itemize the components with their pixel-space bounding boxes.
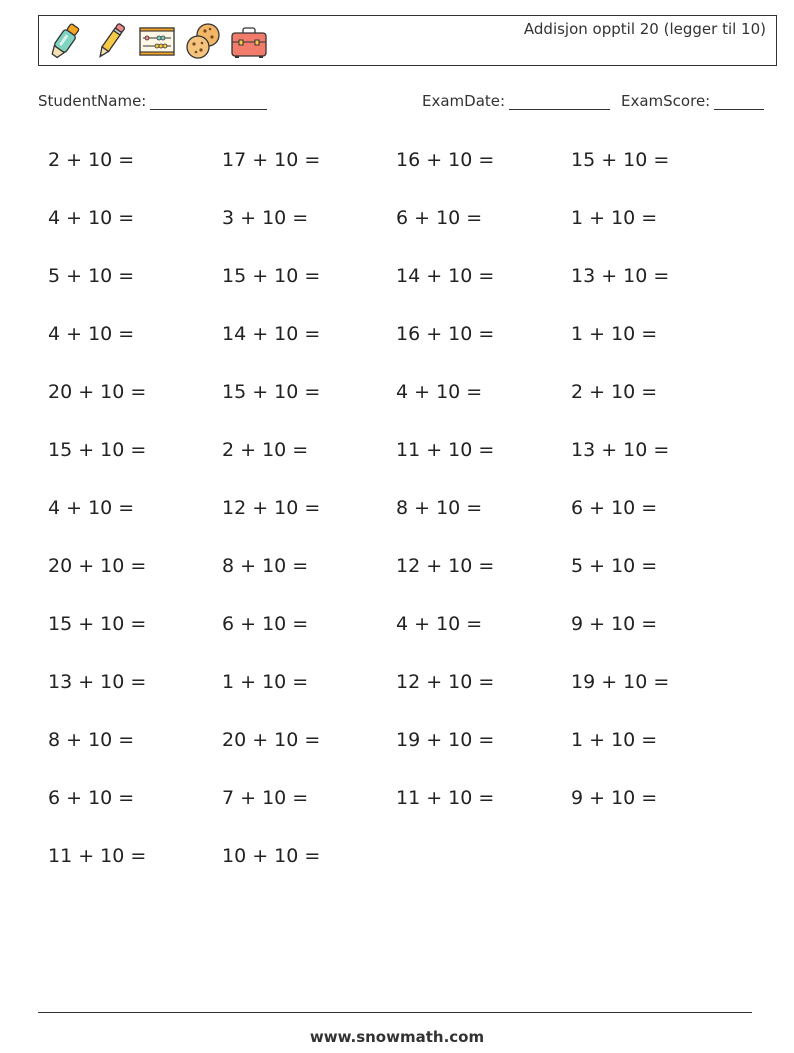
exam-date-field [422,92,610,110]
problem: 7 + 10 = [222,787,309,809]
cookies-icon [183,19,223,63]
problem: 4 + 10 = [48,207,135,229]
problem: 12 + 10 = [396,555,495,577]
pencil-icon [91,19,131,63]
problem: 4 + 10 = [396,381,483,403]
problem: 9 + 10 = [571,787,658,809]
problem: 2 + 10 = [222,439,309,461]
problem: 13 + 10 = [571,439,670,461]
student-name-field [38,92,267,110]
problem: 15 + 10 = [48,439,147,461]
worksheet-title: Addisjon opptil 20 (legger til 10) [523,20,766,38]
problem: 11 + 10 = [48,845,147,867]
exam-date-blank[interactable] [509,93,610,110]
problem: 15 + 10 = [571,149,670,171]
problem: 20 + 10 = [222,729,321,751]
briefcase-icon [229,19,269,63]
problem: 20 + 10 = [48,381,147,403]
problem: 3 + 10 = [222,207,309,229]
problem: 19 + 10 = [396,729,495,751]
problem: 17 + 10 = [222,149,321,171]
problem: 6 + 10 = [222,613,309,635]
header-icons [45,19,269,63]
abacus-icon [137,19,177,63]
problem: 1 + 10 = [222,671,309,693]
exam-score-label: ExamScore: [621,92,711,110]
problem: 1 + 10 = [571,729,658,751]
problem: 12 + 10 = [396,671,495,693]
problem: 5 + 10 = [48,265,135,287]
worksheet-header [38,15,777,66]
problem: 13 + 10 = [48,671,147,693]
problem: 4 + 10 = [48,497,135,519]
exam-date-label: ExamDate: [422,92,506,110]
problem: 19 + 10 = [571,671,670,693]
problem: 6 + 10 = [396,207,483,229]
problem: 14 + 10 = [396,265,495,287]
problem: 14 + 10 = [222,323,321,345]
problem: 11 + 10 = [396,439,495,461]
problem: 6 + 10 = [571,497,658,519]
problem: 20 + 10 = [48,555,147,577]
problem: 6 + 10 = [48,787,135,809]
exam-score-field [621,92,764,110]
problem: 1 + 10 = [571,323,658,345]
problem: 8 + 10 = [222,555,309,577]
problem: 15 + 10 = [48,613,147,635]
problem: 8 + 10 = [396,497,483,519]
marker-icon [45,19,85,63]
student-name-blank[interactable] [150,93,267,110]
problem: 16 + 10 = [396,323,495,345]
problem: 15 + 10 = [222,265,321,287]
problem: 9 + 10 = [571,613,658,635]
problem: 10 + 10 = [222,845,321,867]
student-name-label: StudentName: [38,92,147,110]
problem: 1 + 10 = [571,207,658,229]
problem: 4 + 10 = [48,323,135,345]
problem: 16 + 10 = [396,149,495,171]
problem: 15 + 10 = [222,381,321,403]
footer-url: www.snowmath.com [309,1028,485,1046]
problem: 8 + 10 = [48,729,135,751]
problem: 12 + 10 = [222,497,321,519]
footer-divider [38,1012,752,1013]
problem: 2 + 10 = [571,381,658,403]
exam-score-blank[interactable] [714,93,764,110]
student-info [38,92,770,114]
problem: 2 + 10 = [48,149,135,171]
problem: 4 + 10 = [396,613,483,635]
problem: 5 + 10 = [571,555,658,577]
problem: 13 + 10 = [571,265,670,287]
problem: 11 + 10 = [396,787,495,809]
